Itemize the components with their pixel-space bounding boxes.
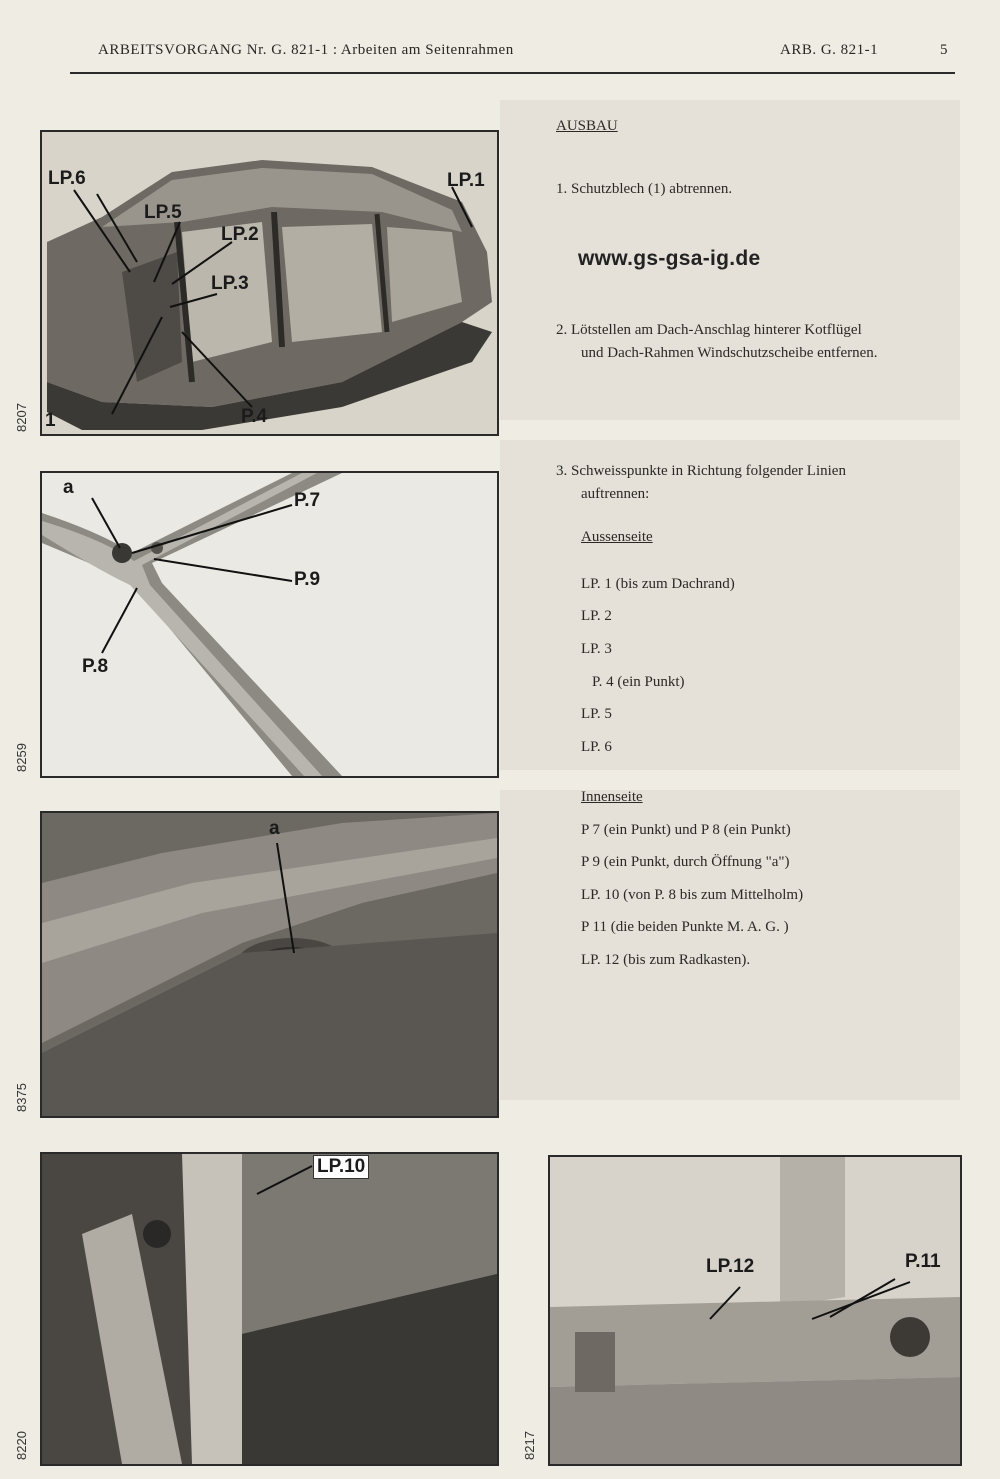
car-body-illustration <box>42 132 497 434</box>
inner-item: P 7 (ein Punkt) und P 8 (ein Punkt) <box>581 822 791 838</box>
label-lp3: LP.3 <box>211 273 249 294</box>
step-3-line1: 3. Schweisspunkte in Richtung folgender Linien <box>556 463 846 479</box>
section-heading: AUSBAU <box>556 118 618 134</box>
outer-item: LP. 6 <box>581 739 612 755</box>
inner-item: LP. 10 (von P. 8 bis zum Mittelholm) <box>581 887 804 903</box>
inner-heading: Innenseite <box>581 789 643 805</box>
step-3-line2: auftrennen: <box>581 486 650 502</box>
label-a: a <box>63 477 74 498</box>
outer-heading: Aussenseite <box>581 529 653 545</box>
label-p4: P.4 <box>241 406 268 427</box>
step-2-line1: 2. Lötstellen am Dach-Anschlag hinterer Kotflügel <box>556 322 862 338</box>
website-link[interactable]: www.gs-gsa-ig.de <box>578 247 761 270</box>
label-lp12: LP.12 <box>706 1256 755 1277</box>
outer-item: LP. 5 <box>581 706 612 722</box>
lp10-illustration <box>42 1154 497 1464</box>
figure-number: 8375 <box>14 1083 29 1112</box>
header-code: ARB. G. 821-1 <box>780 42 879 58</box>
outer-item: LP. 1 (bis zum Dachrand) <box>581 576 735 592</box>
label-p7: P.7 <box>294 490 321 511</box>
label-lp1: LP.1 <box>447 170 485 191</box>
header-rule <box>70 72 955 74</box>
figure-number: 8207 <box>14 403 29 432</box>
photo-lp10 <box>40 1152 499 1466</box>
photo-lp12-p11 <box>548 1155 962 1466</box>
label-p9: P.9 <box>294 569 321 590</box>
opening-a-illustration <box>42 813 497 1116</box>
label-lp2: LP.2 <box>221 224 259 245</box>
photo-pillar-junction <box>40 471 499 778</box>
outer-item: P. 4 (ein Punkt) <box>592 674 685 690</box>
label-lp6: LP.6 <box>48 168 86 189</box>
inner-item: P 9 (ein Punkt, durch Öffnung "a") <box>581 854 790 870</box>
pillar-junction-illustration <box>42 473 497 776</box>
page-number: 5 <box>940 42 948 58</box>
figure-number: 8217 <box>522 1431 537 1460</box>
figure-number: 8220 <box>14 1431 29 1460</box>
inner-item: LP. 12 (bis zum Radkasten). <box>581 952 751 968</box>
inner-item: P 11 (die beiden Punkte M. A. G. ) <box>581 919 789 935</box>
label-p8: P.8 <box>82 656 109 677</box>
step-2-line2: und Dach-Rahmen Windschutzscheibe entfernen. <box>581 345 878 361</box>
photo-car-body-shell <box>40 130 499 436</box>
bleed-through-area <box>500 440 960 770</box>
label-lp5: LP.5 <box>144 202 182 223</box>
label-p11: P.11 <box>905 1251 941 1272</box>
outer-item: LP. 2 <box>581 608 612 624</box>
lp12-p11-illustration <box>550 1157 960 1464</box>
label-1: 1 <box>45 410 56 431</box>
photo-opening-a <box>40 811 499 1118</box>
label-a: a <box>269 818 280 839</box>
figure-number: 8259 <box>14 743 29 772</box>
header-title: ARBEITSVORGANG Nr. G. 821-1 : Arbeiten am Seitenrahmen <box>98 42 514 58</box>
label-lp10: LP.10 <box>313 1155 369 1179</box>
step-1: 1. Schutzblech (1) abtrennen. <box>556 181 733 197</box>
outer-item: LP. 3 <box>581 641 612 657</box>
